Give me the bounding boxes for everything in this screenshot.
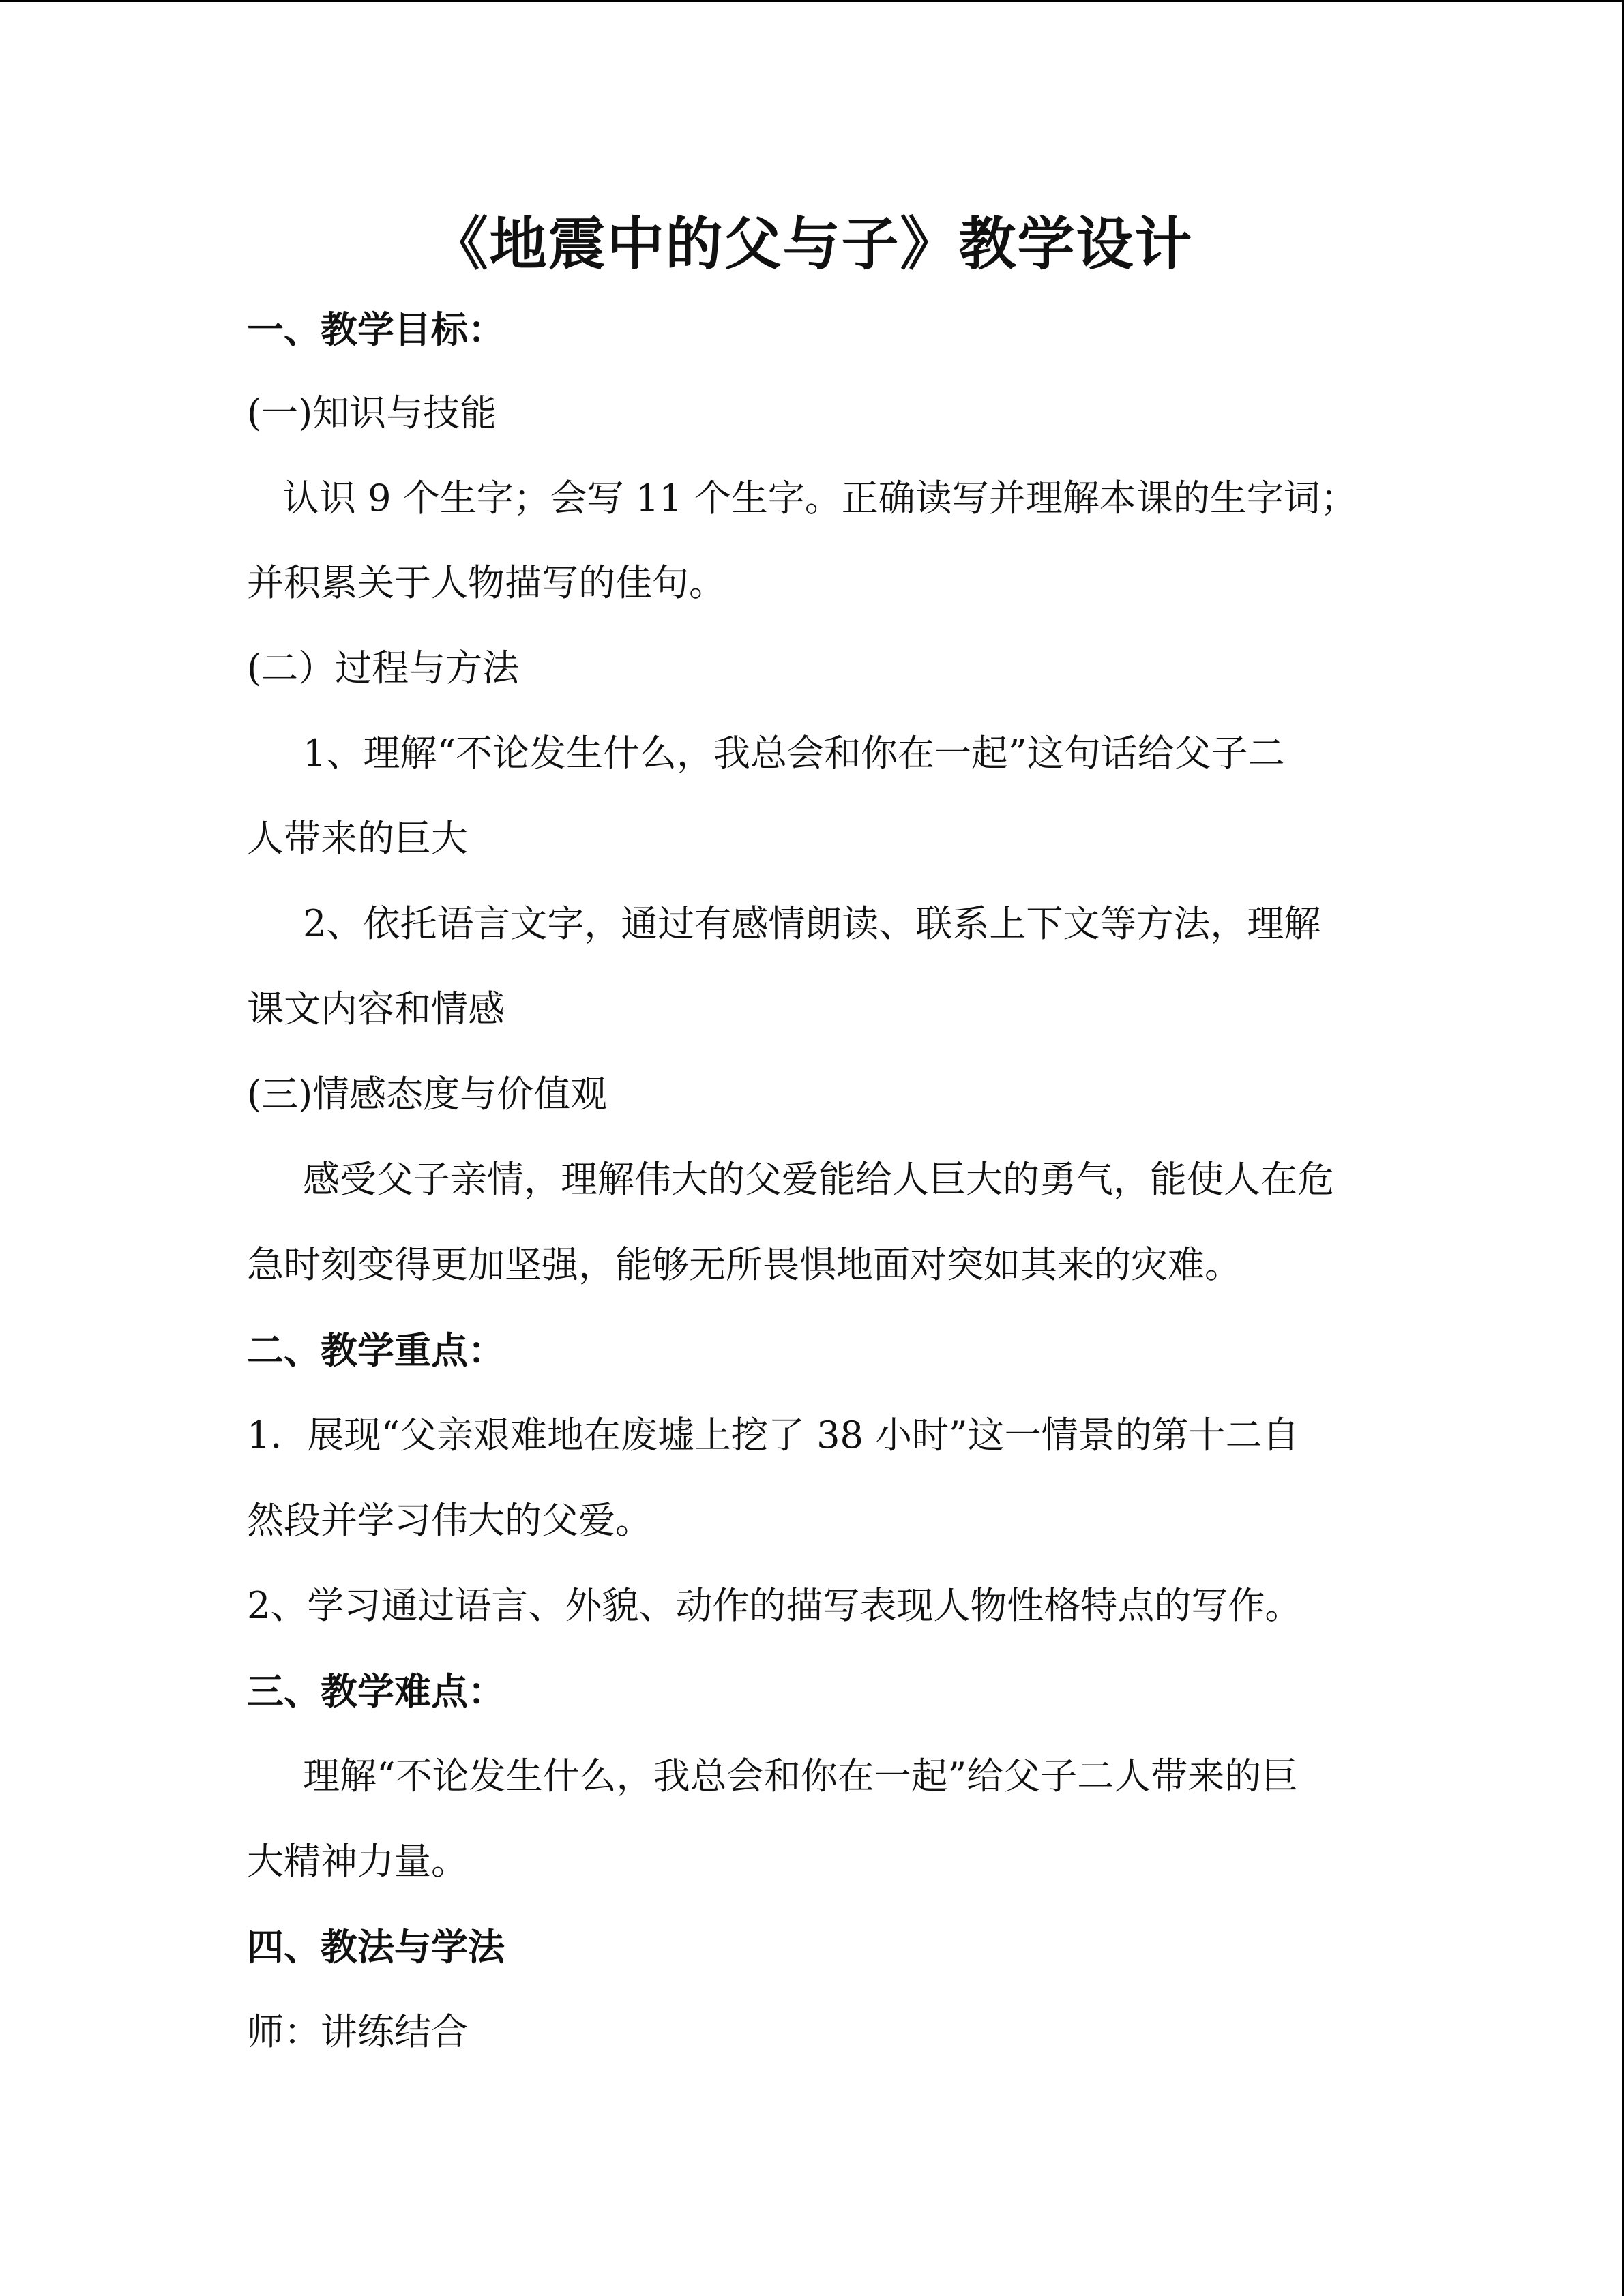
paragraph-line: 2、依托语言文字，通过有感情朗读、联系上下文等方法，理解 bbox=[303, 902, 1321, 945]
section-heading-objectives: 一、教学目标： bbox=[247, 308, 505, 351]
section-heading-difficulties: 三、教学难点： bbox=[247, 1669, 505, 1713]
paragraph-line: 1、理解“不论发生什么，我总会和你在一起”这句话给父子二 bbox=[303, 732, 1285, 775]
paragraph-line: 感受父子亲情，理解伟大的父爱能给人巨大的勇气，能使人在危 bbox=[303, 1158, 1334, 1201]
paragraph-line: 1．展现“父亲艰难地在废墟上挖了 38 小时”这一情景的第十二自 bbox=[247, 1414, 1299, 1457]
paragraph-line: 师：讲练结合 bbox=[247, 2010, 468, 2053]
paragraph-line: 然段并学习伟大的父爱。 bbox=[247, 1499, 652, 1542]
paragraph-line: 理解“不论发生什么，我总会和你在一起”给父子二人带来的巨 bbox=[303, 1755, 1299, 1798]
section-heading-key-points: 二、教学重点： bbox=[247, 1328, 505, 1372]
document-title: 《地震中的父与子》教学设计 bbox=[430, 210, 1194, 278]
subheading-process-methods: (二）过程与方法 bbox=[247, 646, 520, 689]
paragraph-line: 人带来的巨大 bbox=[247, 817, 468, 860]
subheading-knowledge-skills: (一)知识与技能 bbox=[247, 391, 497, 434]
paragraph-line: 大精神力量。 bbox=[247, 1840, 468, 1883]
paragraph-line: 课文内容和情感 bbox=[247, 987, 505, 1030]
paragraph-line: 并积累关于人物描写的佳句。 bbox=[247, 561, 726, 604]
paragraph-line: 急时刻变得更加坚强，能够无所畏惧地面对突如其来的灾难。 bbox=[247, 1243, 1241, 1286]
subheading-emotion-values: (三)情感态度与价值观 bbox=[247, 1073, 608, 1116]
paragraph-line: 认识 9 个生字；会写 11 个生字。正确读写并理解本课的生字词； bbox=[282, 477, 1357, 520]
section-heading-methods: 四、教法与学法 bbox=[247, 1925, 505, 1969]
paragraph-line: 2、学习通过语言、外貌、动作的描写表现人物性格特点的写作。 bbox=[247, 1584, 1302, 1627]
